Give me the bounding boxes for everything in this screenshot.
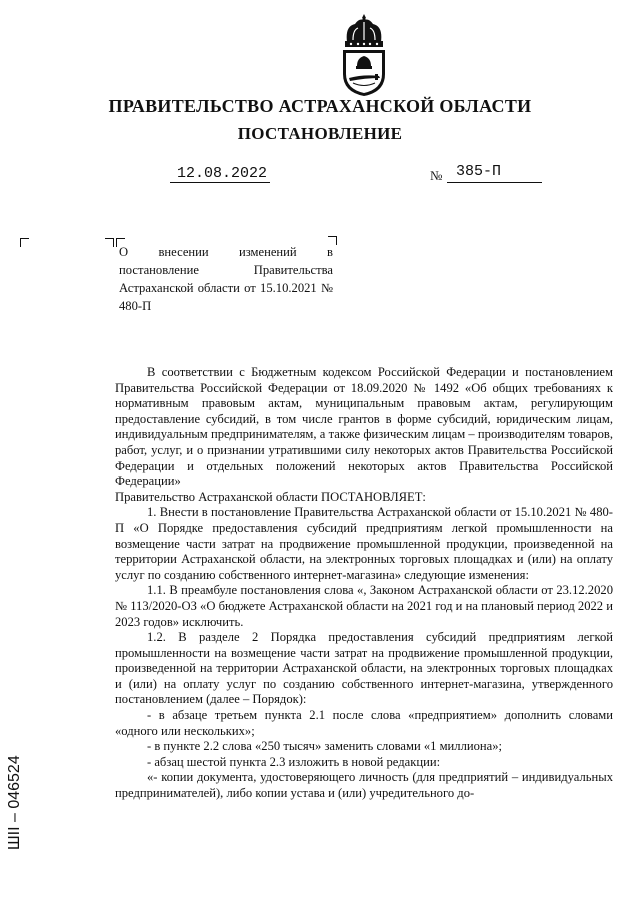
body-paragraph: 1.2. В разделе 2 Порядка предоставления субсидий предприятиям легкой промышленности на возмещение части затрат на продвижение промышленной продукции, произведенной на территории Астраханской области, на электронных торговых площадках и (или) на оплату услуг по созданию собственного интернет-магазина, утвержденного постановлением (далее – Порядок): bbox=[115, 630, 613, 707]
coat-of-arms-emblem bbox=[335, 12, 393, 98]
document-body bbox=[115, 365, 613, 802]
corner-mark-left bbox=[20, 238, 29, 247]
organization-title: ПРАВИТЕЛЬСТВО АСТРАХАНСКОЙ ОБЛАСТИ bbox=[108, 96, 532, 116]
document-date: 12.08.2022 bbox=[177, 165, 268, 182]
body-paragraph: 1. Внести в постановление Правительства Астраханской области от 15.10.2021 № 480-П «О Порядке предоставления субсидий предприятиям легкой промышленности на возмещение части затрат на продвижение промышленной продукции, произведенной на территории Астраханской области, на электронных торговых площадках и (или) на оплату услуг по созданию собственного интернет-магазина» следующие изменения: bbox=[115, 505, 613, 582]
corner-mark-subject-left-1 bbox=[105, 238, 114, 247]
body-paragraph: - абзац шестой пункта 2.3 изложить в новой редакции: bbox=[147, 754, 441, 769]
number-underline bbox=[447, 182, 542, 183]
document-number: 385-П bbox=[456, 163, 502, 180]
date-underline bbox=[170, 182, 270, 183]
body-paragraph: - в абзаце третьем пункта 2.1 после слова «предприятием» дополнить словами «одного или нескольких»; bbox=[115, 708, 613, 738]
body-paragraph: Правительство Астраханской области ПОСТАНОВЛЯЕТ: bbox=[115, 489, 426, 504]
document-type-title: ПОСТАНОВЛЕНИЕ bbox=[237, 124, 403, 143]
body-paragraph: «- копии документа, удостоверяющего личность (для предприятий – индивидуальных предпринимателей), либо копии устава и (или) учредительного до- bbox=[115, 770, 613, 801]
body-paragraph: 1.1. В преамбуле постановления слова «, Законом Астраханской области от 23.12.2020 № 113/2020-ОЗ «О бюджете Астраханской области на 2021 год и на плановый период 2022 и 2023 годов» исключить. bbox=[115, 583, 613, 629]
registration-stamp-text: ШII – 046524 bbox=[6, 755, 23, 850]
registration-stamp bbox=[4, 730, 28, 850]
body-paragraph: В соответствии с Бюджетным кодексом Российской Федерации и постановлением Правительства Российской Федерации от 18.09.2020 № 1492 «Об общих требованиях к нормативным правовым актам, муниципальным правовым актам, регулирующим предоставление субсидий, в том числе грантов в форме субсидий, юридическим лицам, индивидуальным предпринимателям, а также физическим лицам – производителям товаров, работ, услуг, и о признании утратившими силу некоторых актов Правительства Российской Федерации и отдельных положений некоторых актов Правительства Российской Федерации» bbox=[115, 365, 613, 489]
number-sign: № bbox=[430, 168, 443, 183]
body-paragraph: - в пункте 2.2 слова «250 тысяч» заменить словами «1 миллиона»; bbox=[147, 739, 503, 754]
document-subject: О внесении изменений в постановление Правительства Астраханской области от 15.10.2021 № 480-П bbox=[119, 245, 333, 313]
